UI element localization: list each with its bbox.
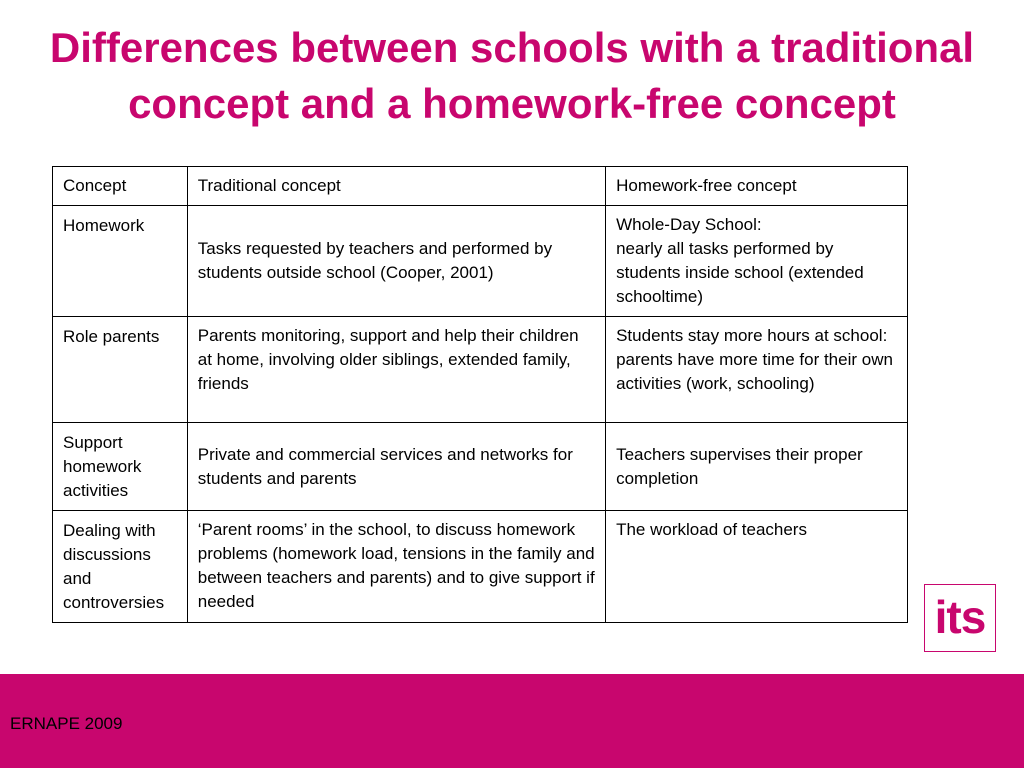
row-label-role-parents: Role parents: [53, 317, 188, 423]
row-label-support-homework: Support homework activities: [53, 423, 188, 511]
cell-traditional-support-homework: Private and commercial services and networks for students and parents: [187, 423, 605, 511]
header-concept: Concept: [53, 167, 188, 206]
header-homework-free: Homework-free concept: [606, 167, 908, 206]
cell-homework-free-homework: [606, 206, 908, 317]
cell-homework-free-homework-line-2: nearly all tasks performed by students inside school (extended schooltime): [616, 239, 864, 306]
slide-title-line-2: concept and a homework-free concept: [128, 80, 896, 127]
row-label-discussions: Dealing with discussions and controversies: [53, 511, 188, 623]
footer-band: [0, 674, 1024, 768]
table-row-role-parents: [53, 317, 908, 423]
its-logo: [924, 584, 996, 652]
table-row-homework: [53, 206, 908, 317]
footer-text: ERNAPE 2009: [10, 714, 123, 733]
its-logo-text: its: [934, 591, 986, 643]
table-row-support-homework: [53, 423, 908, 511]
row-label-homework: Homework: [53, 206, 188, 317]
comparison-table: [52, 166, 908, 623]
cell-homework-free-role-parents: Students stay more hours at school: parents have more time for their own activities (work, schooling): [606, 317, 908, 423]
cell-homework-free-homework-line-1: Whole-Day School:: [616, 215, 762, 234]
cell-homework-free-discussions: The workload of teachers: [606, 511, 908, 623]
cell-traditional-role-parents: Parents monitoring, support and help their children at home, involving older siblings, extended family, friends: [187, 317, 605, 423]
table-row-discussions: [53, 511, 908, 623]
cell-traditional-discussions: ‘Parent rooms’ in the school, to discuss homework problems (homework load, tensions in the family and between teachers and parents) and to give support if needed: [187, 511, 605, 623]
slide-title-line-1: Differences between schools with a traditional: [49, 24, 975, 71]
slide-title: [0, 20, 1024, 132]
table-header-row: [53, 167, 908, 206]
cell-homework-free-support-homework: Teachers supervises their proper completion: [606, 423, 908, 511]
header-traditional: Traditional concept: [187, 167, 605, 206]
cell-traditional-homework: Tasks requested by teachers and performed by students outside school (Cooper, 2001): [187, 206, 605, 317]
